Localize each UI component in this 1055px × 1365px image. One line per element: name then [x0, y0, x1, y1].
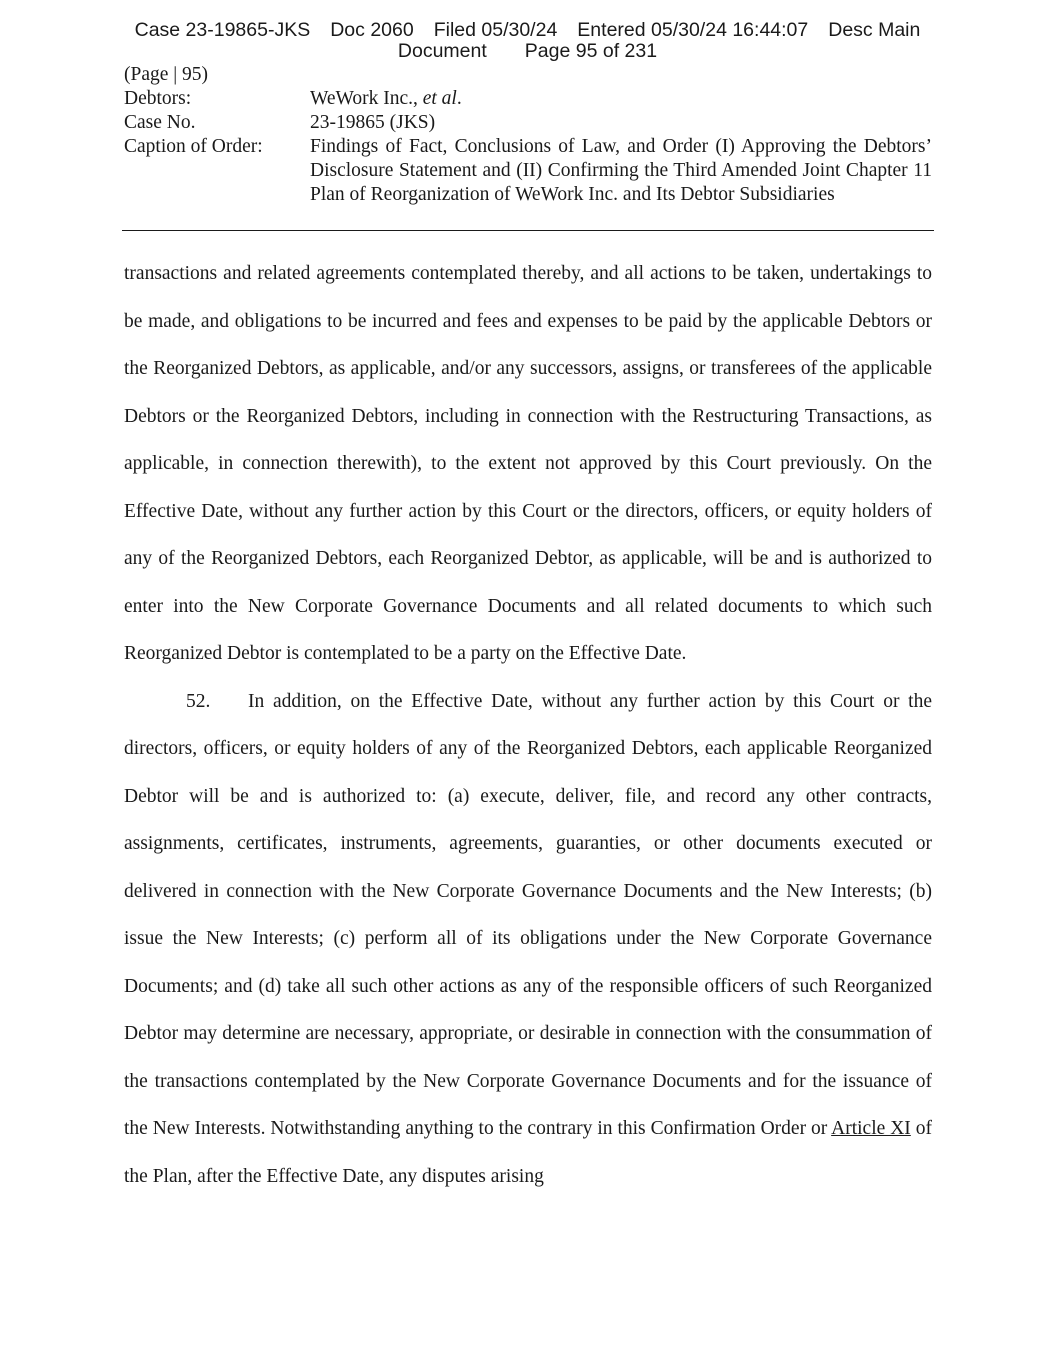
- case-number-row: [124, 111, 932, 135]
- caption-divider: [122, 230, 934, 231]
- continued-paragraph: transactions and related agreements contemplated thereby, and all actions to be taken, undertakings to be made, and obligations to be incurred and fees and expenses to be paid by the applicable Debtors or the Reorganized Debtors, as applicable, and/or any successors, assigns, or transferees of the applicable Debtors or the Reorganized Debtors, including in connection with the Restructuring Transactions, as applicable, in connection therewith), to the extent not approved by this Court previously. On the Effective Date, without any further action by this Court or the directors, officers, or equity holders of any of the Reorganized Debtors, each Reorganized Debtor, as applicable, will be and is authorized to enter into the New Corporate Governance Documents and all related documents to which such Reorganized Debtor is contemplated to be a party on the Effective Date.: [124, 263, 932, 664]
- doc-number-stamp: Doc 2060: [330, 19, 414, 41]
- debtors-row: [124, 87, 932, 111]
- debtors-name: WeWork Inc.,: [310, 88, 423, 109]
- filed-date-stamp: Filed 05/30/24: [433, 19, 558, 41]
- order-body: [124, 250, 932, 1200]
- page-reference: (Page | 95): [124, 64, 209, 85]
- court-filing-stamp: [0, 20, 1055, 62]
- caption-of-order-row: [124, 135, 932, 207]
- debtors-label: Debtors:: [124, 88, 192, 109]
- entered-date-stamp: Entered 05/30/24 16:44:07: [577, 19, 809, 41]
- caption-of-order-label: Caption of Order:: [124, 136, 263, 157]
- debtors-et-al: et al: [422, 88, 457, 109]
- desc-stamp: Desc Main: [828, 19, 921, 41]
- paragraph-52: [124, 678, 932, 1201]
- case-number-value: 23-19865 (JKS): [310, 112, 436, 133]
- paragraph-52-text: In addition, on the Effective Date, without any further action by this Court or the directors, officers, or equity holders of any of the Reorganized Debtors, each applicable Reorganized Debtor will be and is authorized to: (a) execute, deliver, file, and record any other contracts, assignments, certificates, instruments, agreements, guaranties, or other documents executed or delivered in connection with the New Corporate Governance Documents and the New Interests; (b) issue the New Interests; (c) perform all of its obligations under the New Corporate Governance Documents; and (d) take all such other actions as any of the responsible officers of such Reorganized Debtor may determine are necessary, appropriate, or desirable in connection with the consummation of the transactions contemplated by the New Corporate Governance Documents and for the issuance of the New Interests. Notwithstanding anything to the contrary in this Confirmation Order or: [124, 690, 932, 1139]
- page-count-stamp: Page 95 of 231: [524, 40, 658, 62]
- paragraph-number: 52.: [186, 690, 211, 712]
- page-reference-row: [124, 63, 932, 87]
- case-number-label: Case No.: [124, 112, 196, 133]
- debtors-value: [310, 87, 932, 111]
- stamp-line-1: [0, 20, 1055, 41]
- case-number-stamp: Case 23-19865-JKS: [134, 19, 311, 41]
- article-xi-reference: Article XI: [831, 1118, 911, 1139]
- caption-of-order-value: Findings of Fact, Conclusions of Law, and Order (I) Approving the Debtors’ Disclosure Statement and (II) Confirming the Third Amended Joint Chapter 11 Plan of Reorganization of WeWork Inc. and Its Debtor Subsidiaries: [310, 136, 932, 205]
- order-caption: [124, 63, 932, 207]
- stamp-line-2: [0, 41, 1055, 62]
- paragraph-52-tail: of the Plan, after the Effective Date, any disputes arising: [124, 1118, 933, 1187]
- document-label-stamp: Document: [397, 40, 487, 62]
- debtors-period: .: [456, 88, 462, 109]
